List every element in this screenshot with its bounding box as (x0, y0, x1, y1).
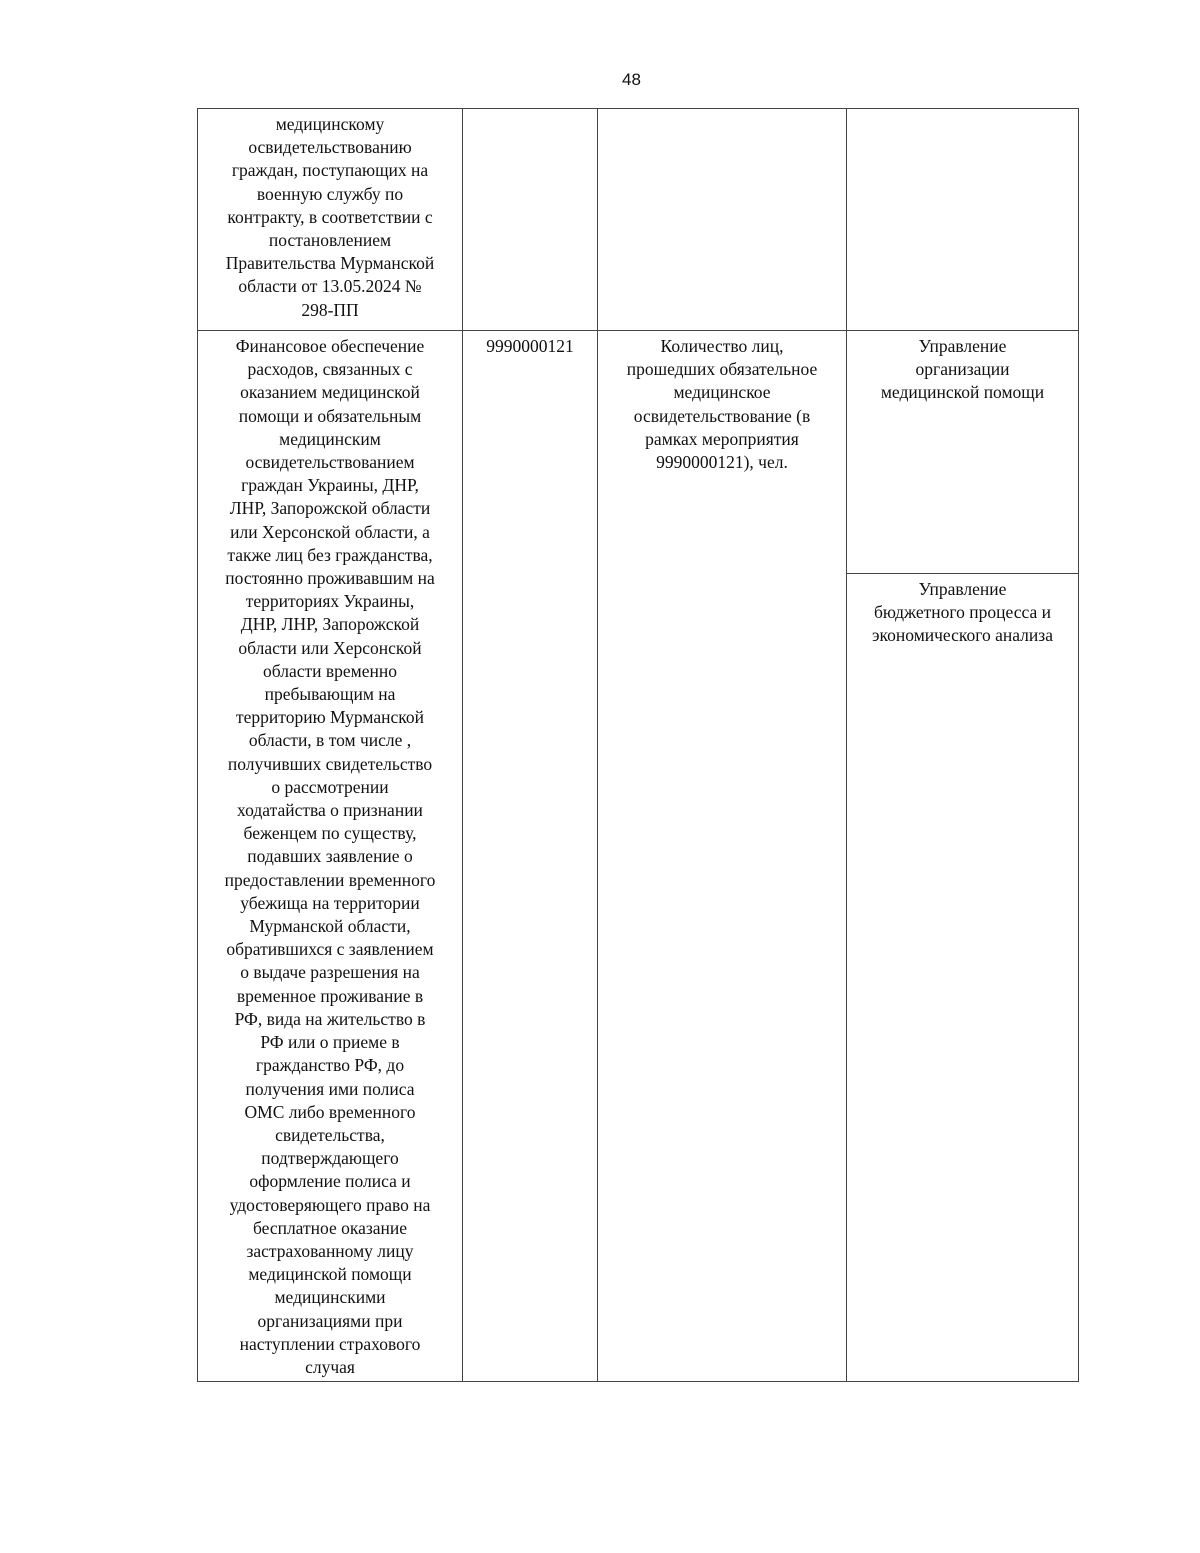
text-line: Количество лиц, (660, 336, 784, 356)
table-row (198, 331, 1079, 574)
text-line: медицинской помощи (880, 382, 1045, 403)
text-line: экономического анализа (872, 625, 1053, 646)
text-line: РФ, вида на жительство в (234, 1008, 426, 1029)
text-line: организации (915, 359, 1010, 380)
text-line: расходов, связанных с (247, 359, 413, 380)
document-table (197, 108, 1079, 1382)
text-line: медицинское (673, 382, 771, 403)
text-line: военную службу по (256, 183, 404, 204)
text-line: постановлением (268, 230, 392, 251)
text-line: области временно (263, 660, 397, 681)
text-line: ОМС либо временного (244, 1101, 416, 1122)
text-line: также лиц без гражданства, (227, 544, 433, 565)
text-line: ДНР, ЛНР, Запорожской (240, 614, 420, 635)
text-line: постоянно проживавшим на (225, 568, 435, 589)
text-line: освидетельствованием (245, 452, 415, 473)
text-line: организациями при (257, 1310, 403, 1331)
text-line: области или Херсонской (238, 637, 422, 658)
text-line: обратившихся с заявлением (226, 939, 434, 960)
text-line: граждан Украины, ДНР, (241, 475, 419, 496)
text-line: о рассмотрении (271, 776, 389, 797)
text-line: медицинским (279, 428, 381, 449)
text-line: Управление (918, 579, 1007, 599)
code-cell (463, 109, 598, 331)
text-line: медицинской помощи (248, 1264, 412, 1285)
text-line: Финансовое обеспечение (235, 336, 425, 356)
responsible-cell (847, 331, 1079, 574)
text-line: убежища на территории (240, 892, 420, 913)
text-line: удостоверяющего право на (229, 1194, 431, 1215)
text-line: освидетельствование (в (633, 405, 811, 426)
text-line: освидетельствованию (248, 137, 412, 158)
event-description-cell (198, 331, 463, 1382)
text-line: Мурманской области, (249, 916, 411, 937)
text-line: бюджетного процесса и (874, 602, 1051, 623)
text-line: наступлении страхового (239, 1333, 421, 1354)
text-line: территорию Мурманской (236, 707, 424, 728)
text-line: свидетельства, (275, 1124, 385, 1145)
text-line: подавших заявление о (247, 846, 413, 867)
text-line: РФ или о приеме в (260, 1032, 400, 1053)
text-line: подтверждающего (261, 1148, 399, 1169)
text-line: или Херсонской области, а (230, 521, 430, 542)
text-line: оказанием медицинской (240, 382, 420, 403)
text-line: рамках мероприятия (645, 428, 799, 449)
text-line: случая (305, 1356, 355, 1377)
text-line: помощи и обязательным (238, 405, 422, 426)
event-code: 9990000121 (486, 336, 574, 356)
indicator-cell (598, 331, 847, 1382)
text-line: ходатайства о признании (237, 800, 423, 821)
text-line: оформление полиса и (249, 1171, 411, 1192)
table-row (198, 109, 1079, 331)
indicator-cell (598, 109, 847, 331)
text-line: области, в том числе , (248, 730, 412, 751)
text-line: граждан, поступающих на (231, 160, 429, 181)
text-line: Управление (918, 336, 1007, 356)
text-line: 9990000121), чел. (656, 452, 788, 473)
text-line: получивших свидетельство (227, 753, 433, 774)
text-line: прошедших обязательное (626, 359, 818, 380)
text-line: Правительства Мурманской (225, 253, 435, 274)
text-line: территориях Украины, (245, 591, 415, 612)
text-line: ЛНР, Запорожской области (229, 498, 431, 519)
text-line: застрахованному лицу (246, 1240, 414, 1261)
text-line: медицинскому (275, 114, 385, 134)
text-line: о выдаче разрешения на (240, 962, 420, 983)
text-line: предоставлении временного (224, 869, 436, 890)
text-line: беженцем по существу, (243, 823, 417, 844)
text-line: 298-ПП (301, 299, 359, 320)
responsible-cell (847, 109, 1079, 331)
text-line: пребывающим на (264, 684, 396, 705)
responsible-cell (847, 574, 1079, 1382)
text-line: контракту, в соответствии с (227, 206, 433, 227)
code-cell (463, 331, 598, 1382)
text-line: бесплатное оказание (252, 1217, 408, 1238)
text-line: временное проживание в (236, 985, 424, 1006)
text-line: медицинскими (274, 1287, 386, 1308)
text-line: области от 13.05.2024 № (238, 276, 422, 297)
text-line: получения ими полиса (245, 1078, 415, 1099)
page-number: 48 (622, 70, 641, 89)
event-description-cell (198, 109, 463, 331)
text-line: гражданство РФ, до (255, 1055, 405, 1076)
